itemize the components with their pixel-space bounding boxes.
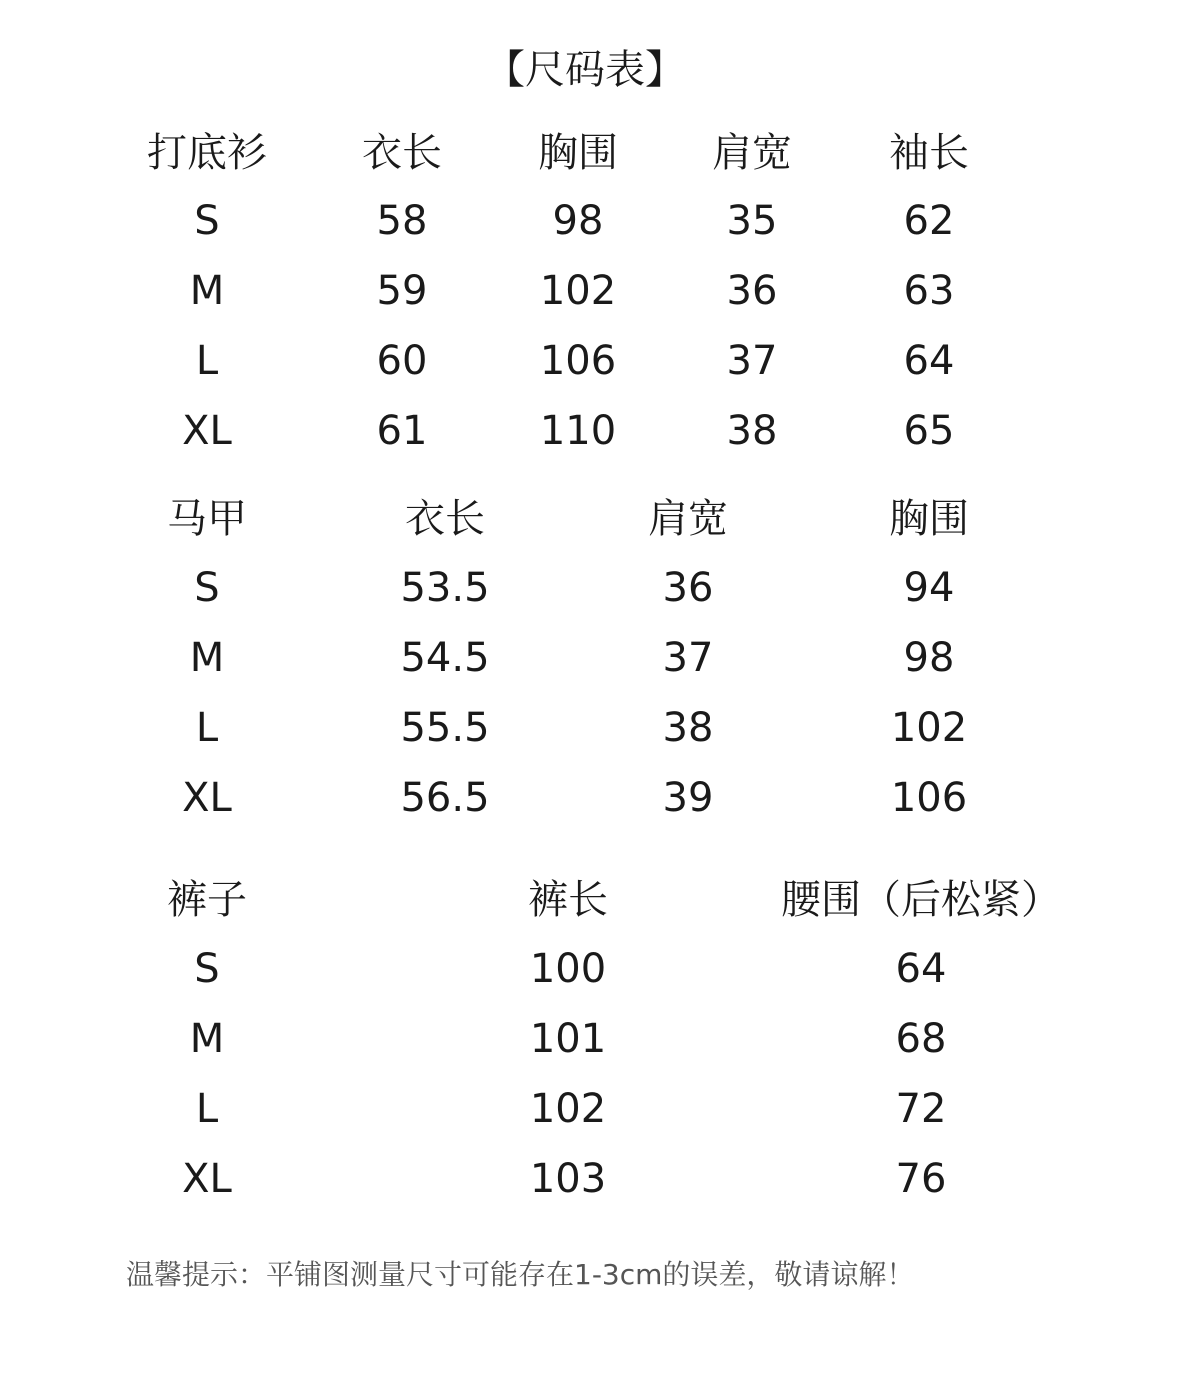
size-label-cell: L — [195, 705, 219, 751]
table-cell: 106 — [890, 775, 968, 821]
size-label-cell: S — [194, 565, 220, 611]
size-label-cell: S — [194, 946, 220, 992]
table-cell: 36 — [662, 565, 714, 611]
table-cell: 76 — [895, 1156, 947, 1202]
table-cell: 38 — [726, 408, 778, 454]
table-cell: 102 — [539, 268, 617, 314]
table-cell: 101 — [529, 1016, 607, 1062]
table-header-cell: 胸围 — [538, 130, 618, 176]
table-cell: 39 — [662, 775, 714, 821]
table-header-cell: 胸围 — [889, 496, 969, 542]
table-header-cell: 裤长 — [528, 877, 608, 923]
table-header-cell: 肩宽 — [648, 496, 728, 542]
table-cell: 55.5 — [400, 705, 490, 751]
table-cell: 103 — [529, 1156, 607, 1202]
table-cell: 72 — [895, 1086, 947, 1132]
size-label-cell: L — [195, 338, 219, 384]
table-cell: 37 — [662, 635, 714, 681]
table-cell: 62 — [903, 198, 955, 244]
table-cell: 56.5 — [400, 775, 490, 821]
size-label-cell: XL — [182, 1156, 232, 1202]
table-header-cell: 肩宽 — [712, 130, 792, 176]
table-cell: 64 — [903, 338, 955, 384]
table-cell: 65 — [903, 408, 955, 454]
size-label-cell: XL — [182, 775, 232, 821]
measurement-note: 温馨提示：平铺图测量尺寸可能存在1-3cm的误差，敬请谅解！ — [126, 1258, 915, 1291]
table-cell: 35 — [726, 198, 778, 244]
table-header-cell: 裤子 — [167, 877, 247, 923]
table-cell: 59 — [376, 268, 428, 314]
size-chart-title: 【尺码表】 — [485, 47, 685, 93]
table-cell: 110 — [539, 408, 617, 454]
table-cell: 64 — [895, 946, 947, 992]
table-header-cell: 腰围（后松紧） — [781, 877, 1061, 923]
table-cell: 102 — [890, 705, 968, 751]
table-cell: 53.5 — [400, 565, 490, 611]
table-cell: 60 — [376, 338, 428, 384]
size-label-cell: M — [189, 1016, 225, 1062]
table-cell: 102 — [529, 1086, 607, 1132]
table-cell: 106 — [539, 338, 617, 384]
size-label-cell: M — [189, 635, 225, 681]
table-header-cell: 袖长 — [889, 130, 969, 176]
table-cell: 54.5 — [400, 635, 490, 681]
table-cell: 58 — [376, 198, 428, 244]
table-cell: 98 — [903, 635, 955, 681]
table-header-cell: 打底衫 — [147, 130, 267, 176]
size-label-cell: S — [194, 198, 220, 244]
table-header-cell: 衣长 — [362, 130, 442, 176]
table-cell: 63 — [903, 268, 955, 314]
size-label-cell: L — [195, 1086, 219, 1132]
size-label-cell: XL — [182, 408, 232, 454]
table-cell: 38 — [662, 705, 714, 751]
size-label-cell: M — [189, 268, 225, 314]
table-header-cell: 马甲 — [167, 496, 247, 542]
table-cell: 98 — [552, 198, 604, 244]
table-cell: 61 — [376, 408, 428, 454]
table-cell: 100 — [529, 946, 607, 992]
table-cell: 94 — [903, 565, 955, 611]
table-cell: 36 — [726, 268, 778, 314]
table-cell: 37 — [726, 338, 778, 384]
table-cell: 68 — [895, 1016, 947, 1062]
table-header-cell: 衣长 — [405, 496, 485, 542]
